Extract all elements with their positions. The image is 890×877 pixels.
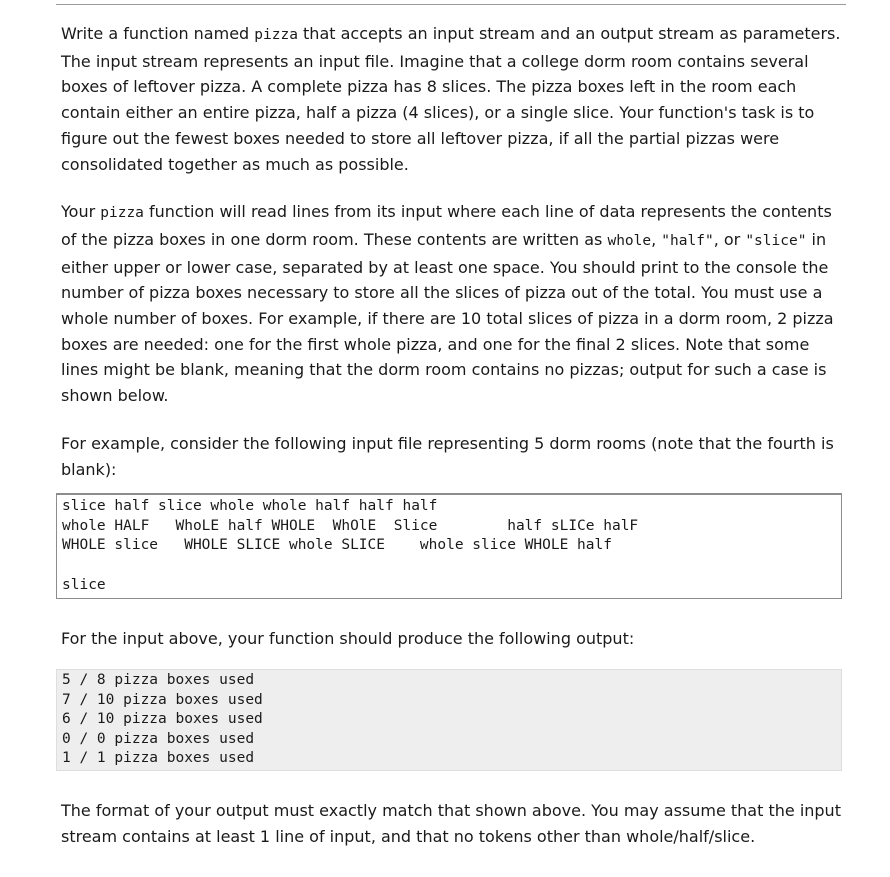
example-intro-paragraph: For example, consider the following input file representing 5 dorm rooms (note that the fourth is blank): [61,433,834,479]
details-text-3: , [651,229,662,249]
example-input-box [56,493,842,599]
details-text-4: , or [713,229,746,249]
output-line: 7 / 10 pizza boxes used [62,691,263,708]
expected-output-box [56,669,842,771]
details-text-1: Your [61,202,101,222]
details-paragraph [61,199,846,409]
output-line: 6 / 10 pizza boxes used [62,711,263,728]
token-half-code: "half" [661,232,714,249]
intro-paragraph [61,21,846,177]
output-intro-paragraph: For the input above, your function should produce the following output: [61,629,635,649]
problem-statement [61,21,846,849]
format-note-paragraph: The format of your output must exactly match that shown above. You may assume that the input stream contains at least 1 line of input, and that no tokens other than whole/half/slice. [61,800,841,846]
input-line: slice half slice whole whole half half half [62,498,438,515]
output-line: 1 / 1 pizza boxes used [62,750,255,767]
token-slice-code: "slice" [745,232,807,249]
input-line: WHOLE slice WHOLE SLICE whole SLICE whole slice WHOLE half [62,537,612,554]
token-whole-code: whole [607,232,652,249]
expected-output-text [62,671,841,769]
details-text-2: function will read lines from its input where each line of data represents the contents of the pizza boxes in one dorm room. These contents are written as [61,202,832,249]
intro-text-1: Write a function named [61,24,255,43]
output-line: 5 / 8 pizza boxes used [62,671,255,688]
output-line: 0 / 0 pizza boxes used [62,730,255,747]
details-text-5: in either upper or lower case, separated by at least one space. You should print to the console the number of pizza boxes necessary to store all the slices of pizza out of the total. You must use a whole number of boxes. For example, if there are 10 total slices of pizza in a dorm room, 2 pizza boxes are needed: one for the first whole pizza, and one for the final 2 slices. Note that some lines might be blank, meaning that the dorm room contains no pizzas; output for such a case is shown below. [61,229,834,406]
function-name-code: pizza [100,205,144,222]
input-line: slice [62,576,106,593]
intro-text-2: that accepts an input stream and an output stream as parameters. The input stream represents an input file. Imagine that a college dorm room contains several boxes of leftover pizza. A complete pizza has 8 slices. The pizza boxes left in the room each contain either an entire pizza, half a pizza (4 slices), or a single slice. Your function's task is to figure out the fewest boxes needed to store all leftover pizza, if all the partial pizzas were consolidated together as much as possible. [61,24,841,174]
top-divider [56,4,846,5]
example-input-text [62,497,841,595]
input-line: whole HALF WhoLE half WHOLE WhOlE Slice half sLICe halF [62,517,639,534]
function-name-code: pizza [254,27,298,43]
